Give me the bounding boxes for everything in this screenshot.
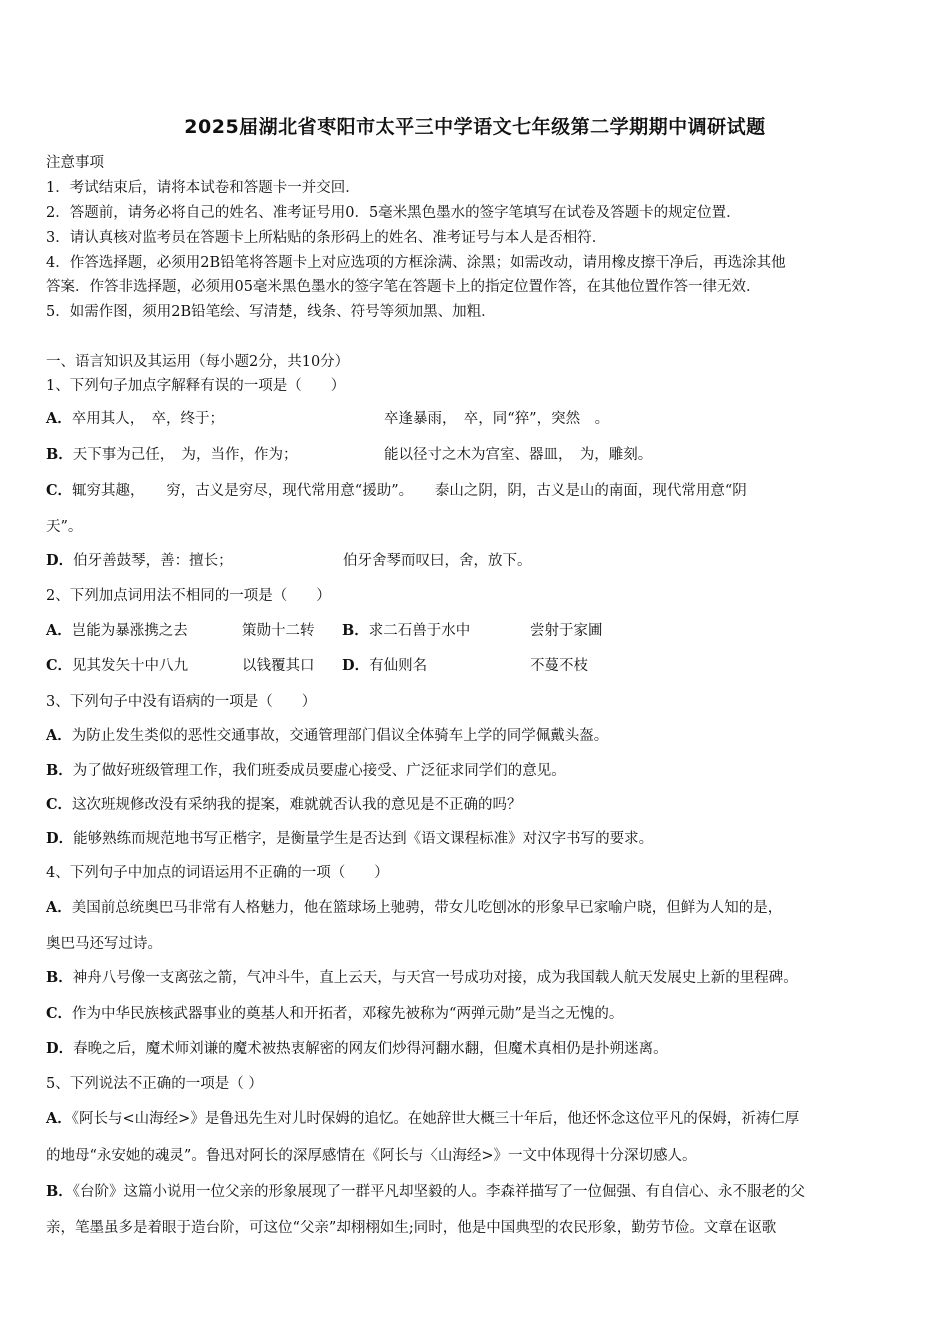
option-text: 见其发矢十中八九 (72, 658, 189, 674)
option-label: B． (46, 762, 73, 779)
option-text: 春晚之后，魔术师刘谦的魔术被热衷解密的网友们炒得河翻水翻，但魔术真相仍是扑朔迷离。 (73, 1041, 668, 1057)
option-text: 为防止发生类似的恶性交通事故，交通管理部门倡议全体骑车上学的同学佩戴头盔。 (71, 728, 609, 744)
option-a (46, 409, 224, 429)
option-b-second: 尝射于家圃 (530, 623, 603, 639)
option-b-right: 能以径寸之木为宫室、器皿， 为，雕刻。 (384, 447, 653, 463)
option-text: 求二石兽于水中 (368, 623, 471, 639)
option-label: C． (46, 657, 73, 674)
question-stem: 5、下列说法不正确的一项是（ ） (46, 1076, 263, 1092)
option-label: C． (46, 796, 73, 813)
option-a-continued: 奥巴马还写过诗。 (46, 936, 162, 952)
option-text: 伯牙善鼓琴，善：擅长； (73, 553, 233, 569)
option-text: 作为中华民族核武器事业的奠基人和开拓者，邓稼先被称为“两弹元勋”是当之无愧的。 (72, 1006, 624, 1022)
option-c (46, 481, 747, 501)
option-label: A． (46, 622, 72, 639)
option-a (46, 898, 782, 918)
question-stem: 3、下列句子中没有语病的一项是（ ） (46, 694, 317, 710)
option-a (46, 726, 608, 746)
option-c-second: 以钱覆其口 (242, 658, 315, 674)
option-d-second: 不蔓不枝 (530, 658, 588, 674)
option-a-second: 策勋十二转 (242, 623, 315, 639)
option-d (342, 656, 427, 676)
option-label: D． (46, 830, 74, 847)
option-a-right: 卒逢暴雨， 卒，同“猝”，突然 。 (384, 411, 610, 427)
option-a (46, 621, 188, 641)
option-label: D． (46, 552, 74, 569)
option-text: 《台阶》这篇小说用一位父亲的形象展现了一群平凡却坚毅的人。李森祥描写了一位倔强、有自信心、永不服老的父 (72, 1184, 806, 1200)
option-d (46, 1039, 668, 1059)
option-c-continued: 天”。 (46, 519, 83, 535)
page-title: 2025届湖北省枣阳市太平三中学语文七年级第二学期期中调研试题 (184, 116, 766, 138)
option-d (46, 829, 653, 849)
option-label: B． (46, 1183, 73, 1200)
option-b (46, 445, 298, 465)
option-c (46, 795, 522, 815)
option-b (46, 761, 566, 781)
option-b-continued: 亲，笔墨虽多是着眼于造台阶，可这位“父亲”却栩栩如生;同时，他是中国典型的农民形象，勤劳节俭。文章在讴歌 (46, 1220, 777, 1236)
option-text: 能够熟练而规范地书写正楷字，是衡量学生是否达到《语文课程标准》对汉字书写的要求。 (73, 831, 654, 847)
section-heading: 一、语言知识及其运用（每小题2分，共10分） (46, 354, 350, 370)
question-stem: 2、下列加点词用法不相同的一项是（ ） (46, 588, 331, 604)
question-stem: 4、下列句子中加点的词语运用不正确的一项（ ） (46, 865, 389, 881)
option-text: 有仙则名 (369, 658, 428, 674)
option-label: B． (342, 622, 369, 639)
option-text: 美国前总统奥巴马非常有人格魅力，他在篮球场上驰骋，带女儿吃刨冰的形象早已家喻户晓，但鲜为人知的是， (71, 900, 783, 916)
option-b (46, 968, 798, 988)
option-c (46, 1004, 623, 1024)
option-text: 《阿长与<山海经>》是鲁迅先生对儿时保姆的追忆。在她辞世大概三十年后，他还怀念这位平凡的保姆，祈祷仁厚 (71, 1111, 800, 1127)
option-text: 卒用其人， 卒，终于； (71, 411, 225, 427)
option-text: 这次班规修改没有采纳我的提案，难就就否认我的意见是不正确的吗？ (72, 797, 522, 813)
option-text: 天下事为己任， 为，当作，作为； (72, 447, 298, 463)
option-a-continued: 的地母“永安她的魂灵”。鲁迅对阿长的深厚感情在《阿长与〈山海经>》一文中体现得十分深切感人。 (46, 1148, 697, 1164)
option-text: 辄穷其趣， 穷，古义是穷尽，现代常用意“援助”。 泰山之阴，阴，古义是山的南面，现代常用意“阴 (72, 483, 747, 499)
option-label: D． (342, 657, 370, 674)
option-label: D． (46, 1040, 74, 1057)
option-b (46, 1182, 805, 1202)
notice-heading: 注意事项 (46, 155, 104, 171)
option-label: B． (46, 969, 73, 986)
option-a (46, 1109, 799, 1129)
notice-item: 4．作答选择题，必须用2B铅笔将答题卡上对应选项的方框涂满、涂黑；如需改动，请用橡皮擦干净后，再选涂其他 (46, 255, 786, 271)
option-d (46, 551, 233, 571)
option-label: C． (46, 482, 73, 499)
option-label: C． (46, 1005, 73, 1022)
notice-item: 答案．作答非选择题，必须用05毫米黑色墨水的签字笔在答题卡上的指定位置作答，在其他位置作答一律无效． (46, 279, 761, 295)
option-label: A． (46, 1110, 72, 1127)
question-stem: 1、下列句子加点字解释有误的一项是（ ） (46, 378, 346, 394)
notice-item: 3．请认真核对监考员在答题卡上所粘贴的条形码上的姓名、准考证号与本人是否相符． (46, 230, 607, 246)
option-text: 神舟八号像一支离弦之箭，气冲斗牛，直上云天，与天宫一号成功对接，成为我国载人航天发展史上新的里程碑。 (72, 970, 798, 986)
option-c (46, 656, 188, 676)
notice-item: 2．答题前，请务必将自己的姓名、准考证号用0．5毫米黑色墨水的签字笔填写在试卷及答题卡的规定位置． (46, 205, 741, 221)
option-text: 岂能为暴涨携之去 (71, 623, 188, 639)
notice-item: 1．考试结束后，请将本试卷和答题卡一并交回． (46, 180, 360, 196)
option-label: A． (46, 899, 72, 916)
option-text: 为了做好班级管理工作，我们班委成员要虚心接受、广泛征求同学们的意见。 (72, 763, 566, 779)
option-b (342, 621, 470, 641)
option-d-right: 伯牙舍琴而叹曰，舍，放下。 (343, 553, 532, 569)
option-label: A． (46, 410, 72, 427)
option-label: A． (46, 727, 72, 744)
option-label: B． (46, 446, 73, 463)
notice-item: 5．如需作图，须用2B铅笔绘、写清楚，线条、符号等须加黑、加粗． (46, 304, 496, 320)
